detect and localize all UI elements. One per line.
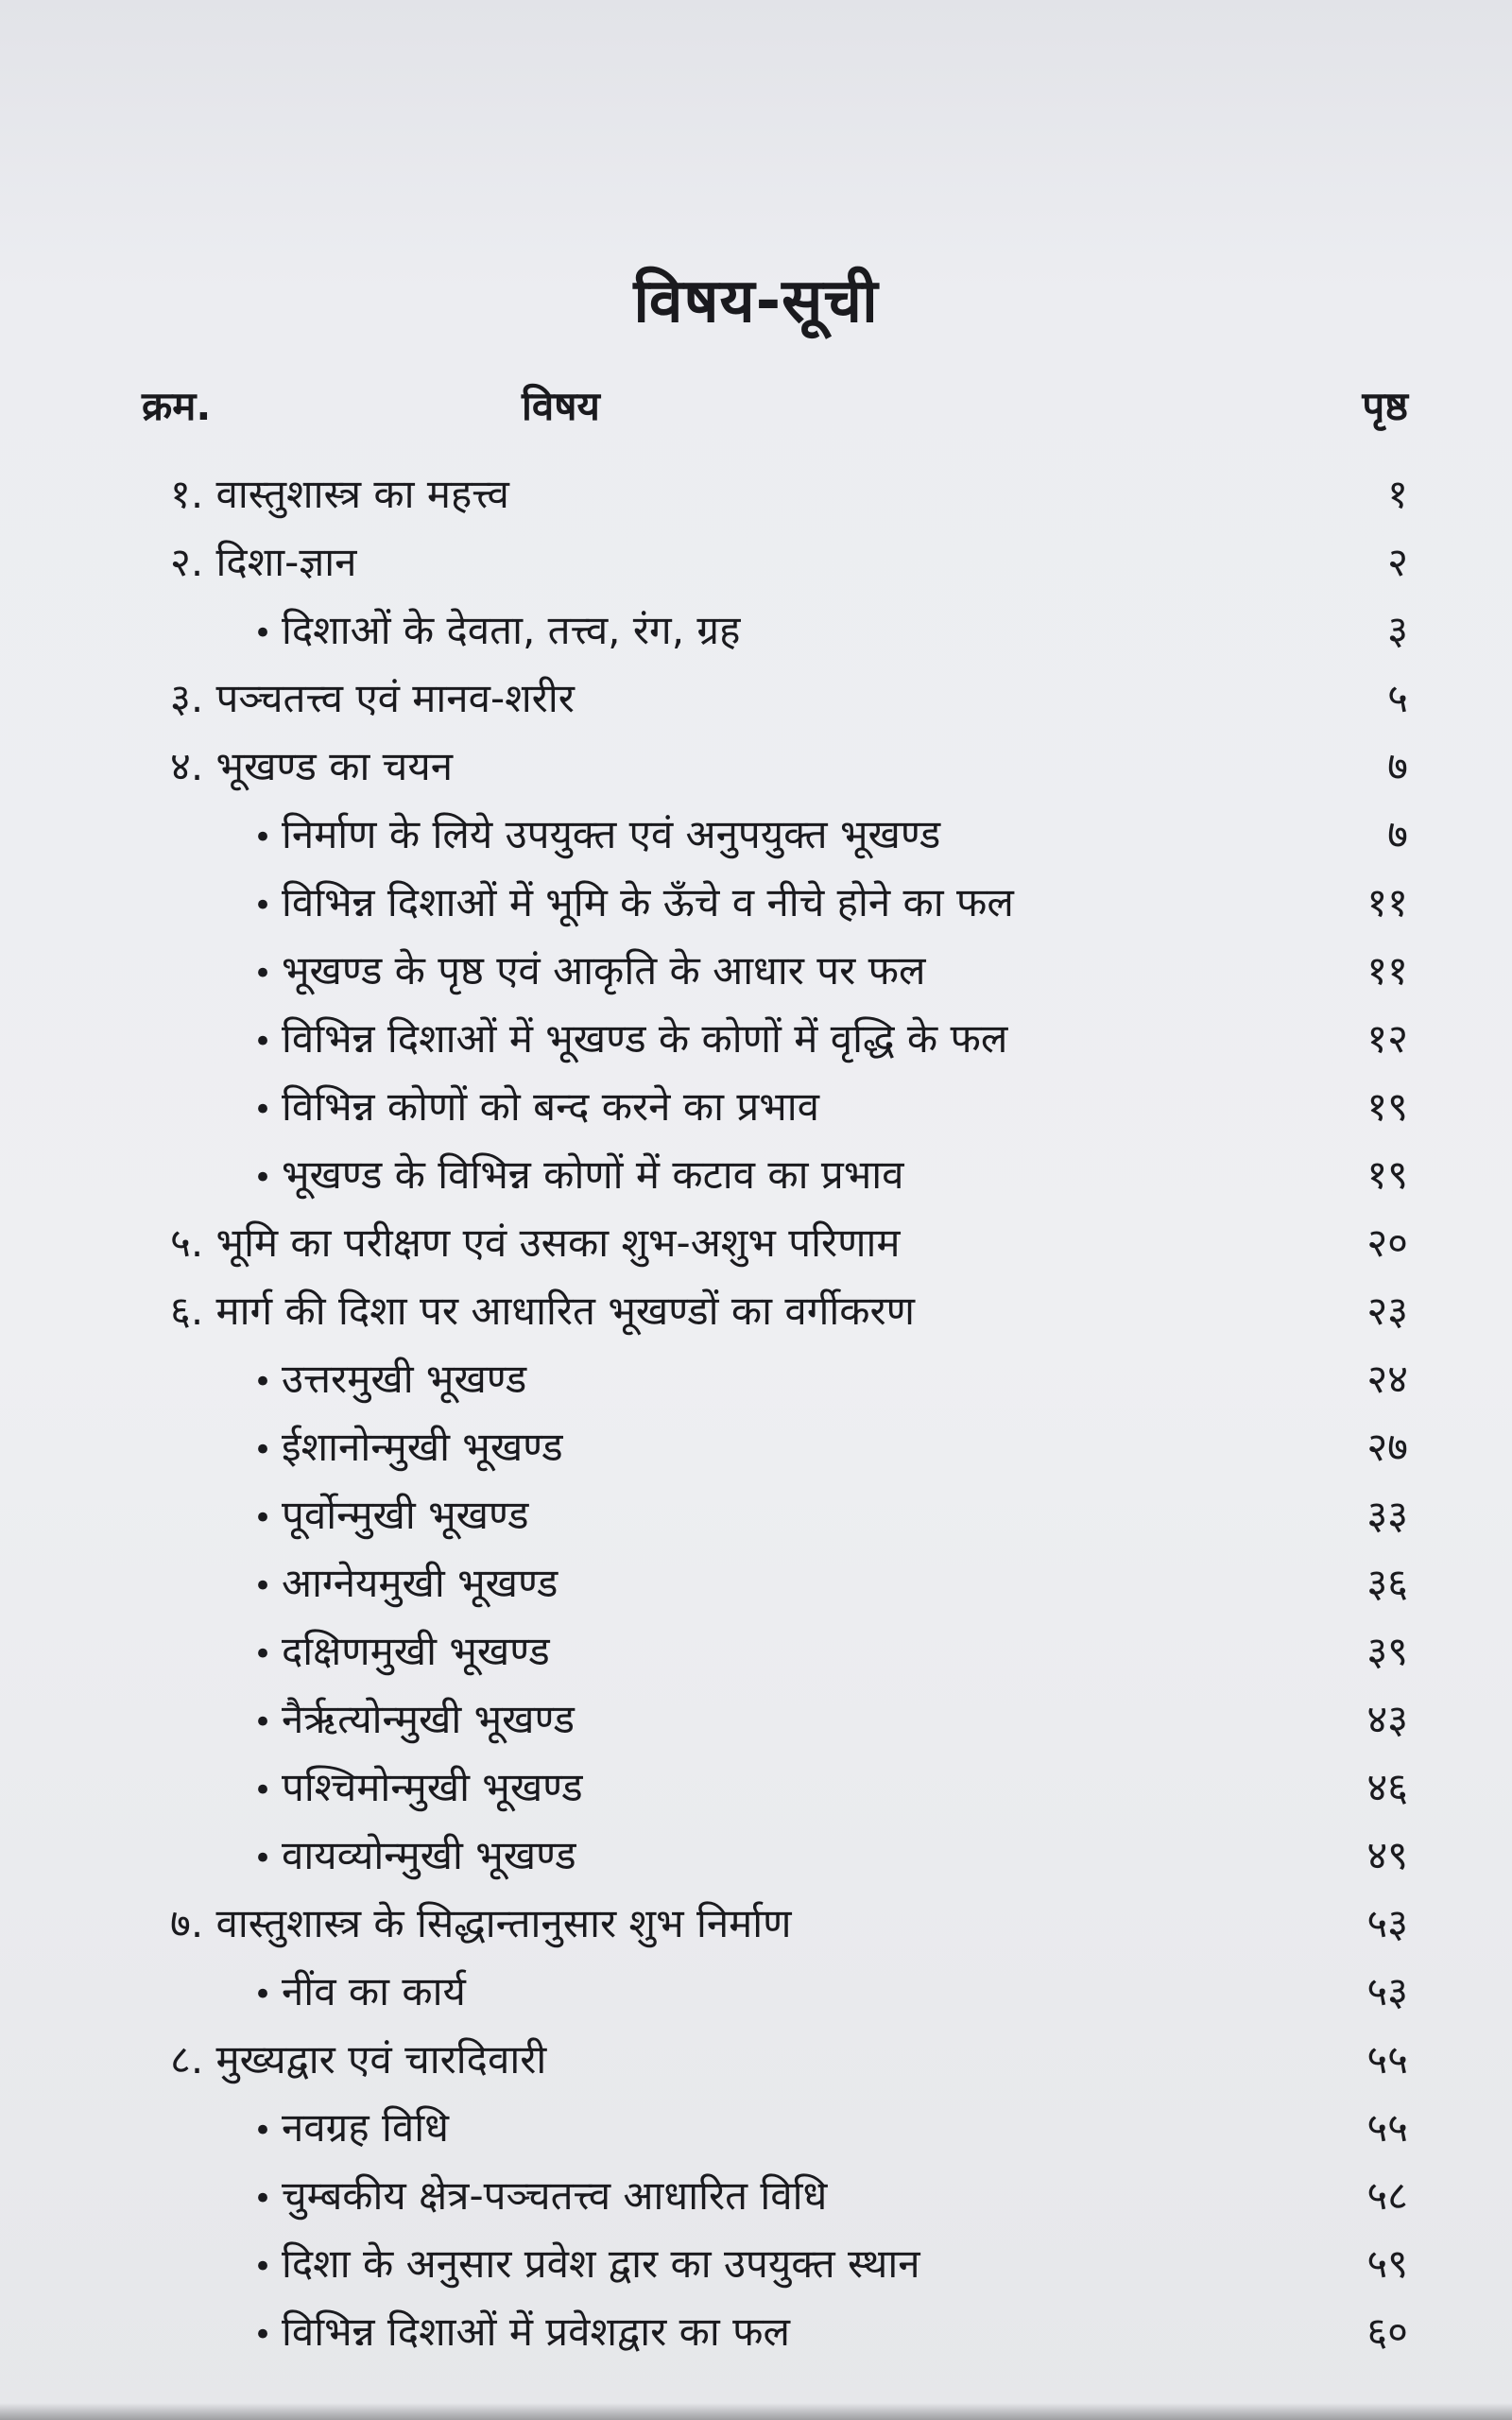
toc-entry-label: • चुम्बकीय क्षेत्र-पञ्चतत्त्व आधारित विधि [253, 2163, 827, 2232]
toc-page-number: ४३ [1366, 1696, 1408, 1742]
toc-entry-label: २. दिशा-ज्ञान [170, 539, 357, 585]
toc-subsection-row [0, 2231, 1512, 2297]
toc-chapter-row [0, 1891, 1512, 1957]
toc-page-number: ४९ [1366, 1832, 1408, 1878]
toc-page-number: ११ [1366, 879, 1408, 925]
toc-page-number: ३ [1387, 607, 1408, 653]
toc-entry-label: • विभिन्न दिशाओं में प्रवेशद्वार का फल [253, 2299, 790, 2368]
toc-subsection-row [0, 2163, 1512, 2229]
toc-entry-label: • पश्चिमोन्मुखी भूखण्ड [253, 1754, 583, 1824]
toc-entry-label: • भूखण्ड के विभिन्न कोणों में कटाव का प्रभाव [253, 1142, 904, 1211]
toc-page-number: १९ [1366, 1083, 1408, 1130]
toc-entry-label: • ईशानोन्मुखी भूखण्ड [253, 1414, 563, 1483]
toc-entry-label: • नींव का कार्य [253, 1959, 466, 2028]
toc-subsection-row [0, 1618, 1512, 1685]
toc-subsection-row [0, 1414, 1512, 1480]
toc-page-number: ५५ [1366, 2036, 1408, 2083]
toc-subsection-row [0, 1686, 1512, 1753]
toc-page-number: १९ [1366, 1151, 1408, 1198]
toc-page-number: ५८ [1366, 2172, 1408, 2219]
toc-chapter-row [0, 666, 1512, 732]
toc-page-number: ३३ [1366, 1492, 1408, 1538]
toc-subsection-row [0, 597, 1512, 664]
column-header-number: क्रम. [142, 383, 212, 429]
toc-page-number: १२ [1366, 1015, 1408, 1062]
toc-entry-label: • दक्षिणमुखी भूखण्ड [253, 1618, 550, 1687]
toc-page-number: ५५ [1366, 2104, 1408, 2151]
toc-entry-label: ३. पञ्चतत्त्व एवं मानव-शरीर [170, 675, 575, 721]
toc-page-number: ७ [1387, 743, 1408, 789]
toc-subsection-row [0, 1754, 1512, 1821]
toc-page-number: २० [1366, 1219, 1408, 1266]
toc-subsection-row [0, 1074, 1512, 1140]
toc-page-number: २७ [1366, 1424, 1408, 1470]
toc-subsection-row [0, 2299, 1512, 2365]
toc-entry-label: • दिशा के अनुसार प्रवेश द्वार का उपयुक्त स्थान [253, 2231, 920, 2300]
toc-subsection-row [0, 1959, 1512, 2025]
toc-subsection-row [0, 1346, 1512, 1412]
toc-entry-label: • पूर्वोन्मुखी भूखण्ड [253, 1482, 528, 1551]
toc-page-number: २४ [1366, 1356, 1408, 1402]
toc-chapter-row [0, 734, 1512, 800]
toc-page-number: ७ [1387, 811, 1408, 857]
page-title: विषय-सूची [633, 267, 879, 337]
toc-chapter-row [0, 2027, 1512, 2093]
toc-chapter-row [0, 1210, 1512, 1276]
toc-page-number: ४६ [1366, 1764, 1408, 1810]
toc-page-number: ५ [1387, 675, 1408, 721]
toc-page-number: ६० [1366, 2308, 1408, 2355]
toc-entry-label: • विभिन्न कोणों को बन्द करने का प्रभाव [253, 1074, 819, 1143]
column-header-page: पृष्ठ [1362, 383, 1408, 429]
toc-page-number: २ [1387, 539, 1408, 585]
toc-page-number: ५३ [1366, 1900, 1408, 1946]
toc-page-number: ३६ [1366, 1560, 1408, 1606]
toc-subsection-row [0, 870, 1512, 936]
toc-subsection-row [0, 1550, 1512, 1616]
toc-entry-label: ८. मुख्यद्वार एवं चारदिवारी [170, 2036, 547, 2083]
toc-subsection-row [0, 1823, 1512, 1889]
toc-subsection-row [0, 1482, 1512, 1548]
toc-entry-label: • आग्नेयमुखी भूखण्ड [253, 1550, 558, 1619]
toc-subsection-row [0, 938, 1512, 1004]
toc-chapter-row [0, 529, 1512, 596]
toc-page-number: ५९ [1366, 2240, 1408, 2287]
toc-chapter-row [0, 1278, 1512, 1344]
toc-page-number: १ [1387, 471, 1408, 517]
toc-page-number: २३ [1366, 1288, 1408, 1334]
toc-entry-label: • विभिन्न दिशाओं में भूखण्ड के कोणों में वृद्धि के फल [253, 1006, 1007, 1075]
toc-entry-label: ७. वास्तुशास्त्र के सिद्धान्तानुसार शुभ निर्माण [170, 1900, 792, 1946]
toc-subsection-row [0, 1142, 1512, 1208]
toc-entry-label: • वायव्योन्मुखी भूखण्ड [253, 1823, 576, 1892]
toc-subsection-row [0, 2095, 1512, 2161]
toc-page-number: ५३ [1366, 1968, 1408, 2014]
toc-entry-label: ४. भूखण्ड का चयन [170, 743, 454, 789]
column-header-subject: विषय [522, 383, 600, 429]
toc-entry-label: १. वास्तुशास्त्र का महत्त्व [170, 471, 509, 517]
toc-chapter-row [0, 461, 1512, 527]
toc-entry-label: • दिशाओं के देवता, तत्त्व, रंग, ग्रह [253, 597, 740, 666]
toc-entry-label: • नवग्रह विधि [253, 2095, 449, 2164]
toc-subsection-row [0, 802, 1512, 868]
toc-subsection-row [0, 1006, 1512, 1072]
toc-page-number: ११ [1366, 947, 1408, 994]
page-bottom-shadow [0, 2403, 1512, 2420]
toc-entry-label: • नैर्ऋत्योन्मुखी भूखण्ड [253, 1686, 575, 1755]
toc-entry-label: • भूखण्ड के पृष्ठ एवं आकृति के आधार पर फल [253, 938, 926, 1007]
toc-entry-label: • उत्तरमुखी भूखण्ड [253, 1346, 526, 1415]
toc-entry-label: ५. भूमि का परीक्षण एवं उसका शुभ-अशुभ परिणाम [170, 1219, 901, 1266]
toc-page-number: ३९ [1366, 1628, 1408, 1674]
toc-entry-label: • निर्माण के लिये उपयुक्त एवं अनुपयुक्त भूखण्ड [253, 802, 940, 871]
toc-entry-label: • विभिन्न दिशाओं में भूमि के ऊँचे व नीचे होने का फल [253, 870, 1014, 939]
toc-entry-label: ६. मार्ग की दिशा पर आधारित भूखण्डों का वर्गीकरण [170, 1288, 916, 1334]
